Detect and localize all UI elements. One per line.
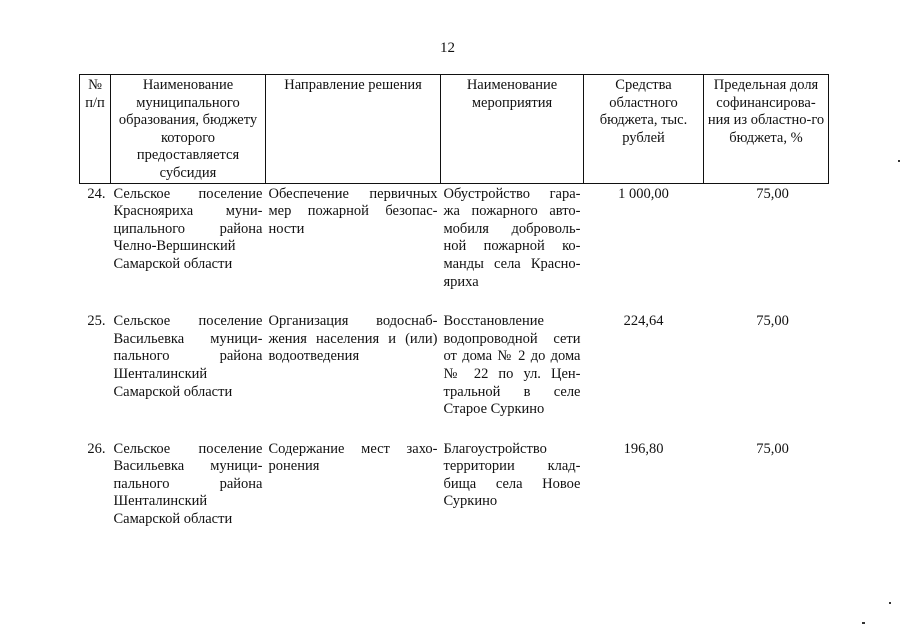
row-event: Благоустройство территории клад-бища села Новое Суркино [443, 440, 581, 510]
row-municipality: Сельское поселение Васильевка муници-пального района Шенталинский Самарской области [113, 440, 263, 528]
table-header [80, 75, 829, 184]
header-share: Предельная доля софинансирова-ния из областно-го бюджета, % [704, 75, 829, 184]
row-funds: 1 000,00 [618, 185, 669, 202]
page-number: 12 [440, 40, 455, 56]
row-number: 24. [87, 185, 106, 202]
row-number: 26. [87, 440, 106, 457]
header-event: Наименование мероприятия [441, 75, 584, 184]
row-municipality: Сельское поселение Краснояриха муни-ципального района Челно-Вершинский Самарской области [113, 185, 263, 272]
header-num: № п/п [80, 75, 111, 184]
table-row [80, 183, 829, 311]
scan-speck [889, 602, 891, 604]
row-share: 75,00 [756, 185, 789, 202]
row-share: 75,00 [756, 440, 789, 457]
table-row [80, 439, 829, 549]
header-municipality: Наименование муниципального образования, бюджету которого предоставляется субсидия [111, 75, 266, 184]
row-funds: 224,64 [623, 313, 664, 330]
row-direction: Содержание мест захо-ронения [268, 440, 438, 475]
row-event: Обустройство гара-жа пожарного авто-мобиля доброволь-ной пожарной ко-манды села Красно-яриха [443, 185, 581, 290]
subsidy-table [79, 74, 829, 549]
row-number: 25. [87, 313, 106, 330]
row-municipality: Сельское поселение Васильевка муници-пального района Шенталинский Самарской области [113, 313, 263, 400]
row-share: 75,00 [756, 313, 789, 330]
scan-speck [898, 160, 900, 162]
row-direction: Обеспечение первичных мер пожарной безопас-ности [268, 185, 438, 237]
row-funds: 196,80 [623, 440, 664, 457]
row-direction: Организация водоснаб-жения населения и (или) водоотведения [268, 313, 438, 365]
header-funds: Средства областного бюджета, тыс. рублей [584, 75, 704, 184]
scan-speck [862, 622, 865, 624]
header-direction: Направление решения [266, 75, 441, 184]
row-event: Восстановление водопроводной сети от дома № 2 до дома № 22 по ул. Цен-тральной в селе Старое Суркино [443, 313, 581, 418]
table-row [80, 311, 829, 439]
